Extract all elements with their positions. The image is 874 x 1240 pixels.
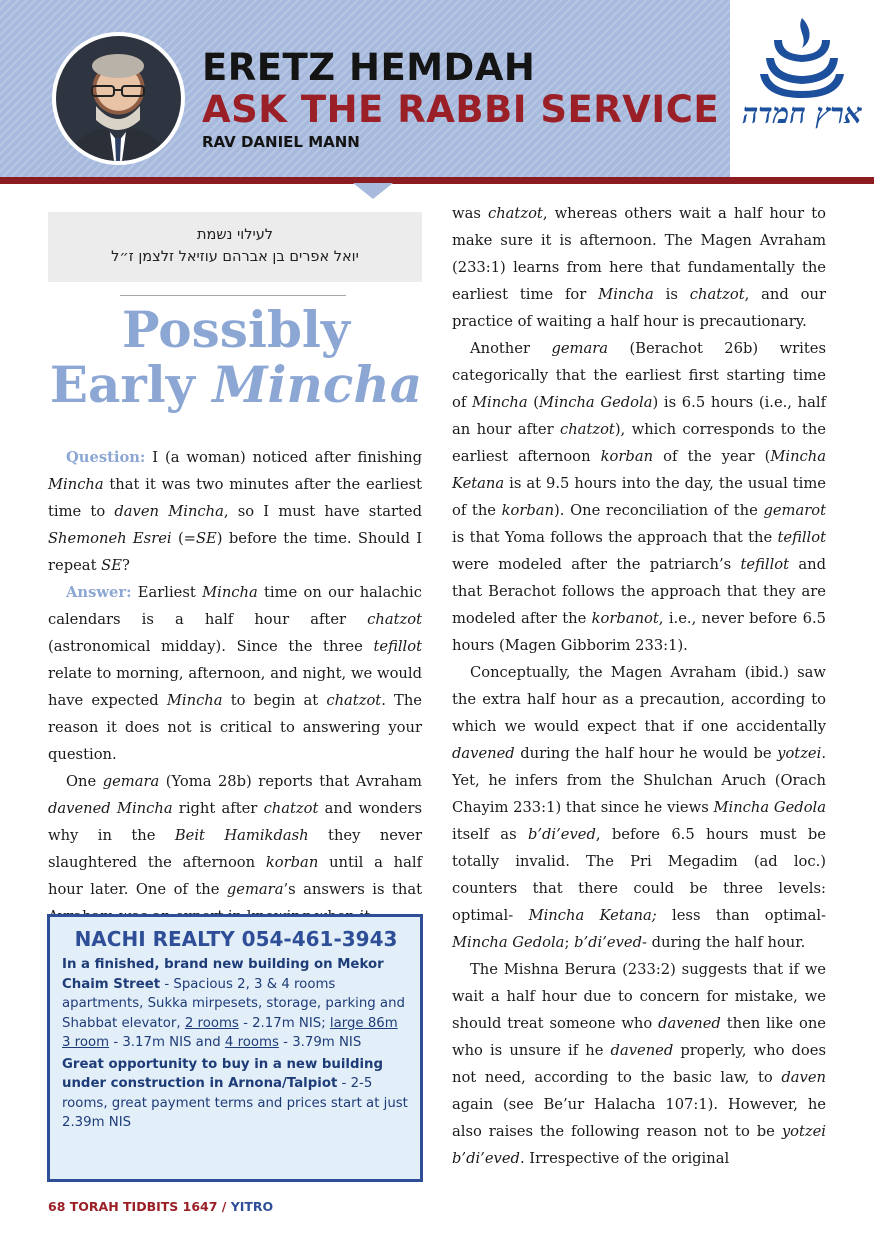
realty-ad [47,914,423,1182]
article-title-mincha: Mincha [212,355,423,414]
page-label: 68 TORAH TIDBITS 1647 / [48,1199,231,1214]
answer-paragraph: Answer: Earliest Mincha time on our halachic calendars is a half hour after chatzot (astronomical midday). Since the three tefillot relate to morning, afternoon, and night, we would have expected Mincha to begin at chatzot. The reason it does not is critical to answering your question. [48,584,422,763]
rabbi-name: RAV DANIEL MANN [202,133,360,151]
header-divider [0,177,874,184]
title-rule [120,295,346,296]
dedication-line-2: יואל אפרים בן אברהם עוזיאל זלצמן ז״ל [111,249,359,265]
dedication-box [48,212,422,282]
article-title-early: Early [49,355,213,414]
series-subtitle: ASK THE RABBI SERVICE [202,88,720,131]
body-paragraph: Conceptually, the Magen Avraham (ibid.) saw the extra half hour as a precaution, according to which we would expect that if one accidentally davened during the half hour he would be yotzei. Yet, he infers from the Shulchan Aruch (Orach Chayim 233:1) that since he views Mincha Gedola itself as b’di’eved, before 6.5 hours must be totally invalid. The Pri Megadim (ad loc.) counters that there could be three levels: optimal- Mincha Ketana; less than optimal- Mincha Gedola; b’di’eved- during the half hour. [452,664,826,951]
ad-title: NACHI REALTY 054-461-3943 [74,927,398,951]
article-title-line-1: Possibly [122,300,350,359]
series-title: ERETZ HEMDAH [202,46,536,89]
ad-paragraph-2: Great opportunity to buy in a new building under construction in Arnona/Talpiot - 2-5 rooms, great payment terms and prices start at just 2.39m NIS [62,1056,408,1130]
article-title-line-2 [40,357,432,412]
flame-logo-icon [752,12,852,98]
body-paragraph: The Mishna Berura (233:2) suggests that if we wait a half hour due to concern for mistake, we should treat someone who davened then like one who is unsure if he davened properly, who does not need, according to the basic law, to daven again (see Be’ur Halacha 107:1). However, he also raises the following reason not to be yotzei b’di’eved. Irrespective of the original [452,961,826,1167]
body-paragraph: Another gemara (Berachot 26b) writes categorically that the earliest first starting time of Mincha (Mincha Gedola) is 6.5 hours (i.e., half an hour after chatzot), which corresponds to the earliest afternoon korban of the year (Mincha Ketana is at 9.5 hours into the day, the usual time of the korban). One reconciliation of the gemarot is that Yoma follows the approach that the tefillot were modeled after the patriarch’s tefillot and that Berachot follows the approach that they are modeled after the korbanot, i.e., never before 6.5 hours (Magen Gibborim 233:1). [452,340,827,654]
body-paragraph: One gemara (Yoma 28b) reports that Avraham davened Mincha right after chatzot and wonders why in the Beit Hamikdash they never slaughtered the afternoon korban until a half hour later. One of the gemara’s answers is that [48,773,422,898]
article-column-1 [48,444,422,930]
ad-paragraph-1: In a finished, brand new building on Mekor Chaim Street - Spacious 2, 3 & 4 rooms apartments, Sukka mirpesets, storage, parking and Shabbat elevator, 2 rooms - 2.17m NIS; large 86m 3 room - 3.17m NIS and 4 rooms - 3.79m NIS [62,957,405,1050]
dedication-line-1: לעילוי נשמת [196,227,274,243]
page-footer [48,1199,273,1214]
article-title [40,302,432,412]
article-column-2 [452,200,826,1172]
eretz-hemdah-logo [730,0,874,177]
header-notch [353,183,393,199]
logo-text: ארץ חמדה [742,97,862,130]
question-paragraph: Question: I (a woman) noticed after finishing Mincha that it was two minutes after the earliest time to daven Mincha, so I must have started Shemoneh Esrei (=SE) before the time. Should I repeat SE? [48,449,422,574]
avatar [52,32,185,165]
parsha-name: YITRO [230,1199,274,1214]
body-paragraph: was chatzot, whereas others wait a half hour to make sure it is afternoon. The Magen Avraham (233:1) learns from here that fundamentally the earliest time for Mincha is chatzot, and our practice of waiting a half hour is precautionary. [452,205,826,330]
